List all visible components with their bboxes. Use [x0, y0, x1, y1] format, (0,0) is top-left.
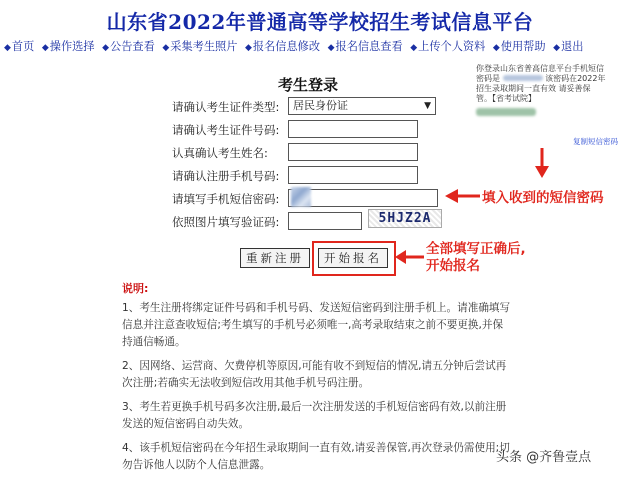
nav-edit[interactable]: ◆报名信息修改: [245, 40, 321, 53]
arrow-down-icon: [534, 148, 550, 180]
copy-sms-link[interactable]: 复制短信密码: [573, 137, 618, 146]
submit-hint-annotation-2: 开始报名: [426, 258, 480, 274]
captcha-input[interactable]: [288, 212, 362, 230]
sms-line: 你登录山东省普高信息平台手机短信: [476, 64, 604, 73]
diamond-icon: ◆: [102, 43, 110, 53]
diamond-icon: ◆: [162, 43, 170, 53]
instruction-item: 3、考生若更换手机号码多次注册,最后一次注册发送的手机短信密码有效,以前注册发送的短信密码自动失效。: [122, 401, 507, 430]
page-title: 山东省2022年普通高等学校招生考试信息平台: [106, 10, 534, 34]
instruction-item: 1、考生注册将绑定证件号码和手机号码、发送短信密码到注册手机上。请准确填写信息并注意查收短信;考生填写的手机号必须唯一,高考录取结束之前不要更换,并保持通信畅通。: [122, 302, 511, 348]
nav-announcement[interactable]: ◆公告查看: [102, 40, 155, 53]
instructions-heading: 说明:: [122, 282, 149, 295]
sms-hint-annotation: 填入收到的短信密码: [482, 190, 604, 206]
sms-line: 管。【省考试院】: [476, 94, 536, 103]
sms-line: 密码是 该密码在2022年: [476, 74, 606, 83]
label-captcha: 依照图片填写验证码:: [172, 215, 280, 229]
diamond-icon: ◆: [41, 43, 49, 53]
label-id-type: 请确认考生证件类型:: [172, 100, 280, 114]
nav-upload[interactable]: ◆上传个人资料: [410, 40, 486, 53]
diamond-icon: ◆: [410, 43, 418, 53]
reset-register-button[interactable]: 重新注册: [240, 248, 310, 268]
diamond-icon: ◆: [553, 43, 561, 53]
blurred-sender: [476, 108, 536, 116]
highlight-box: [312, 241, 396, 276]
arrow-left-icon: [394, 250, 424, 264]
top-nav: [4, 38, 640, 54]
id-type-select[interactable]: [288, 97, 436, 115]
submit-hint-annotation-1: 全部填写正确后,: [426, 241, 526, 257]
label-sms: 请填写手机短信密码:: [172, 192, 280, 206]
name-input[interactable]: [288, 143, 418, 161]
diamond-icon: ◆: [492, 43, 500, 53]
nav-help[interactable]: ◆使用帮助: [492, 40, 546, 53]
chevron-down-icon: ▼: [424, 101, 431, 111]
login-heading: 考生登录: [278, 76, 339, 94]
label-phone: 请确认注册手机号码:: [172, 169, 280, 183]
nav-home[interactable]: ◆首页: [4, 40, 35, 53]
watermark: 头条 @齐鲁壹点: [496, 450, 592, 465]
diamond-icon: ◆: [327, 43, 335, 53]
sms-line: 招生录取期间一直有效 请妥善保: [476, 84, 591, 93]
instruction-item: 4、该手机短信密码在今年招生录取期间一直有效,请妥善保管,再次登录仍需使用;切勿告诉他人以防个人信息泄露。: [122, 442, 510, 471]
label-id-number: 请确认考生证件号码:: [172, 123, 280, 137]
captcha-image[interactable]: 5HJZ2A: [368, 209, 442, 228]
id-type-value: 居民身份证: [293, 99, 348, 112]
nav-logout[interactable]: ◆退出: [553, 40, 584, 53]
nav-operation[interactable]: ◆操作选择: [41, 40, 95, 53]
blurred-password: [503, 75, 543, 81]
instruction-item: 2、因网络、运营商、欠费停机等原因,可能有收不到短信的情况,请五分钟后尝试再次注册;若确实无法收到短信改用其他手机号码注册。: [122, 360, 507, 389]
nav-photo[interactable]: ◆采集考生照片: [162, 40, 238, 53]
arrow-left-icon: [444, 188, 480, 204]
label-name: 认真确认考生姓名:: [172, 146, 268, 160]
blurred-sms-code: [291, 187, 311, 207]
phone-input[interactable]: [288, 166, 418, 184]
diamond-icon: ◆: [245, 43, 252, 53]
instructions: [122, 280, 512, 481]
id-number-input[interactable]: [288, 120, 418, 138]
start-register-button[interactable]: 开始报名: [318, 248, 388, 268]
diamond-icon: ◆: [4, 43, 11, 53]
nav-view[interactable]: ◆报名信息查看: [327, 40, 403, 53]
